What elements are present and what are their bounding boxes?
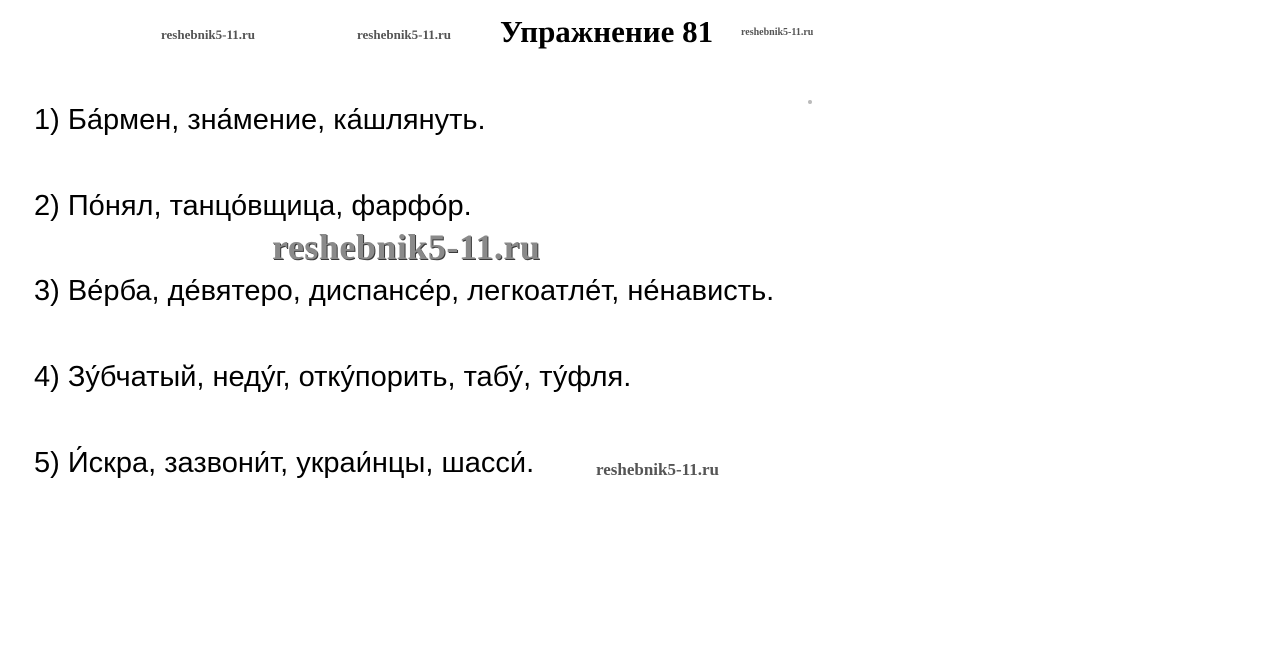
watermark-after-title: reshebnik5-11.ru: [741, 27, 814, 38]
answer-line-3: 3) Ве́рба, де́вятеро, диспансе́р, легкоатле́т, не́нависть.: [34, 275, 775, 307]
watermark-top-left-1: reshebnik5-11.ru: [161, 27, 256, 42]
answer-line-2: 2) По́нял, танцо́вщица, фарфо́р.: [34, 190, 472, 222]
watermark-top-left-2: reshebnik5-11.ru: [357, 27, 452, 42]
answer-line-4: 4) Зу́бчатый, неду́г, отку́порить, табу́, ту́фля.: [34, 361, 632, 393]
watermark-end-line-5: reshebnik5-11.ru: [596, 460, 719, 479]
answer-line-1: 1) Ба́рмен, зна́мение, ка́шлянуть.: [34, 104, 486, 136]
watermark-middle-large: reshebnik5-11.ru: [272, 227, 541, 267]
exercise-title: Упражнение 81: [500, 14, 714, 49]
answer-line-5: 5) И́скра, зазвони́т, украи́нцы, шасси́.: [34, 447, 535, 479]
scan-speck: [808, 100, 812, 104]
